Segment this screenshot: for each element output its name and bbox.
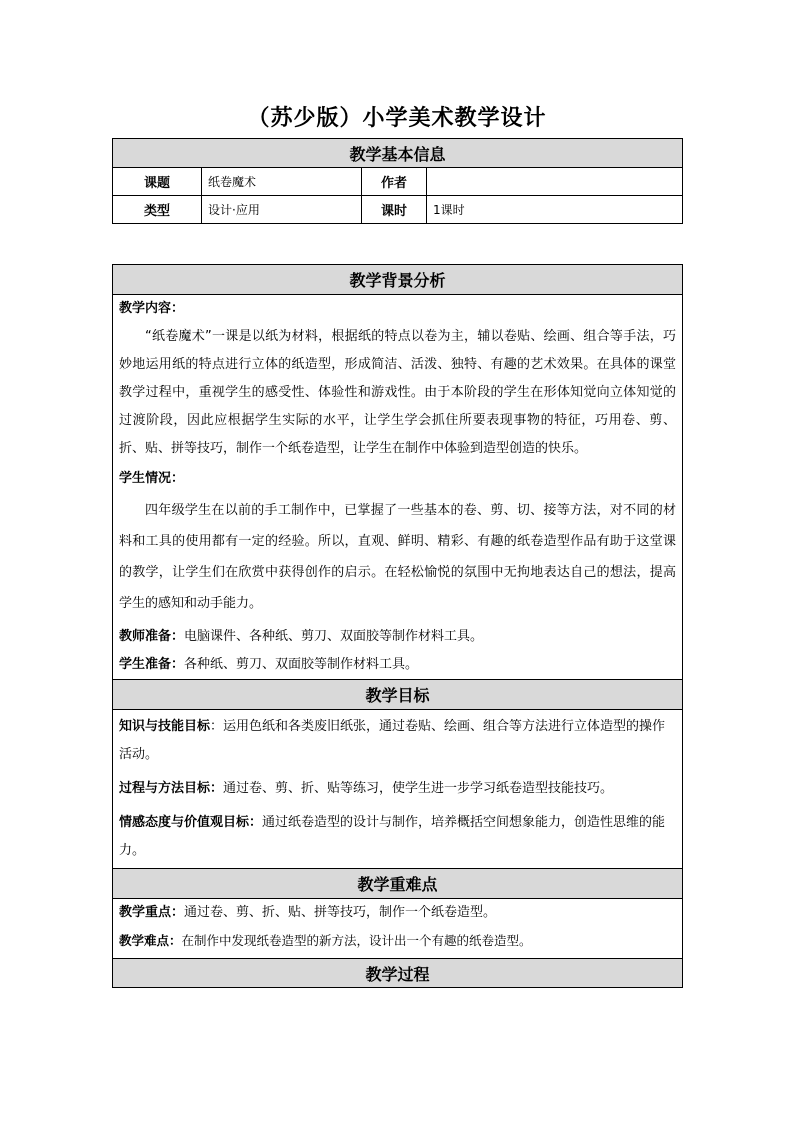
teaching-focus xyxy=(119,899,676,927)
difficulty-text: 在制作中发现纸卷造型的新方法，设计出一个有趣的纸卷造型。 xyxy=(181,933,532,948)
hours-label: 课时 xyxy=(362,196,427,224)
key-points-header: 教学重难点 xyxy=(113,869,683,899)
basic-info-header: 教学基本信息 xyxy=(113,139,683,168)
content-label: 教学内容： xyxy=(119,301,185,316)
teacher-prep xyxy=(119,623,676,651)
objectives-section xyxy=(113,710,683,869)
knowledge-text: ：运用色纸和各类废旧纸张，通过卷贴、绘画、组合等方法进行立体造型的操作活动。 xyxy=(119,719,666,762)
document-title: （苏少版）小学美术教学设计 xyxy=(247,106,547,131)
process-objective xyxy=(119,775,676,803)
background-section xyxy=(113,295,683,680)
topic-label: 课题 xyxy=(113,168,202,196)
hours-value: 1课时 xyxy=(427,196,683,224)
knowledge-objective xyxy=(119,713,676,769)
type-label: 类型 xyxy=(113,196,202,224)
objectives-header: 教学目标 xyxy=(113,680,683,710)
teaching-difficulty xyxy=(119,927,676,955)
teacher-prep-text: 电脑课件、各种纸、剪刀、双面胶等制作材料工具。 xyxy=(184,629,484,644)
type-value: 设计·应用 xyxy=(202,196,362,224)
lesson-plan-table xyxy=(112,264,683,988)
emotion-text: 通过纸卷造型的设计与制作，培养概括空间想象能力，创造性思维的能力。 xyxy=(119,815,666,858)
table-row xyxy=(113,168,683,196)
student-text: 四年级学生在以前的手工制作中，已掌握了一些基本的卷、剪、切、接等方法，对不同的材料和工具的使用都有一定的经验。所以，直观、鲜明、精彩、有趣的纸卷造型作品有助于这堂课的教学，让学生们在欣赏中获得创作的启示。在轻松愉悦的氛围中无拘地表达自己的想法，提高学生的感知和动手能力。 xyxy=(119,503,676,611)
author-label: 作者 xyxy=(362,168,427,196)
emotion-label: 情感态度与价值观目标： xyxy=(119,815,263,830)
difficulty-label: 教学难点： xyxy=(119,933,182,948)
knowledge-label: 知识与技能目标 xyxy=(119,719,211,734)
topic-value: 纸卷魔术 xyxy=(202,168,362,196)
basic-info-table xyxy=(112,138,683,224)
emotion-objective xyxy=(119,809,676,865)
process-label: 过程与方法目标： xyxy=(119,781,224,796)
author-value xyxy=(427,168,683,196)
content-text: “纸卷魔术”一课是以纸为材料，根据纸的特点以卷为主，辅以卷贴、绘画、组合等手法，巧妙地运用纸的特点进行立体的纸造型，形成简洁、活泼、独特、有趣的艺术效果。在具体的课堂教学过程中，重视学生的感受性、体验性和游戏性。由于本阶段的学生在形体知觉向立体知觉的过渡阶段，因此应根据学生实际的水平，让学生学会抓住所要表现事物的特征，巧用卷、剪、折、贴、拼等技巧，制作一个纸卷造型，让学生在制作中体验到造型创造的快乐。 xyxy=(119,329,676,456)
teacher-prep-label: 教师准备： xyxy=(119,629,185,644)
background-header: 教学背景分析 xyxy=(113,265,683,295)
student-label: 学生情况： xyxy=(119,471,185,486)
process-header: 教学过程 xyxy=(113,959,683,988)
key-points-section xyxy=(113,899,683,959)
focus-text: 通过卷、剪、折、贴、拼等技巧，制作一个纸卷造型。 xyxy=(184,905,497,920)
student-prep xyxy=(119,651,676,679)
process-text: 通过卷、剪、折、贴等练习，使学生进一步学习纸卷造型技能技巧。 xyxy=(223,781,614,796)
student-prep-text: 各种纸、剪刀、双面胶等制作材料工具。 xyxy=(184,657,419,672)
focus-label: 教学重点： xyxy=(119,905,185,920)
table-row xyxy=(113,196,683,224)
student-prep-label: 学生准备： xyxy=(119,657,185,672)
